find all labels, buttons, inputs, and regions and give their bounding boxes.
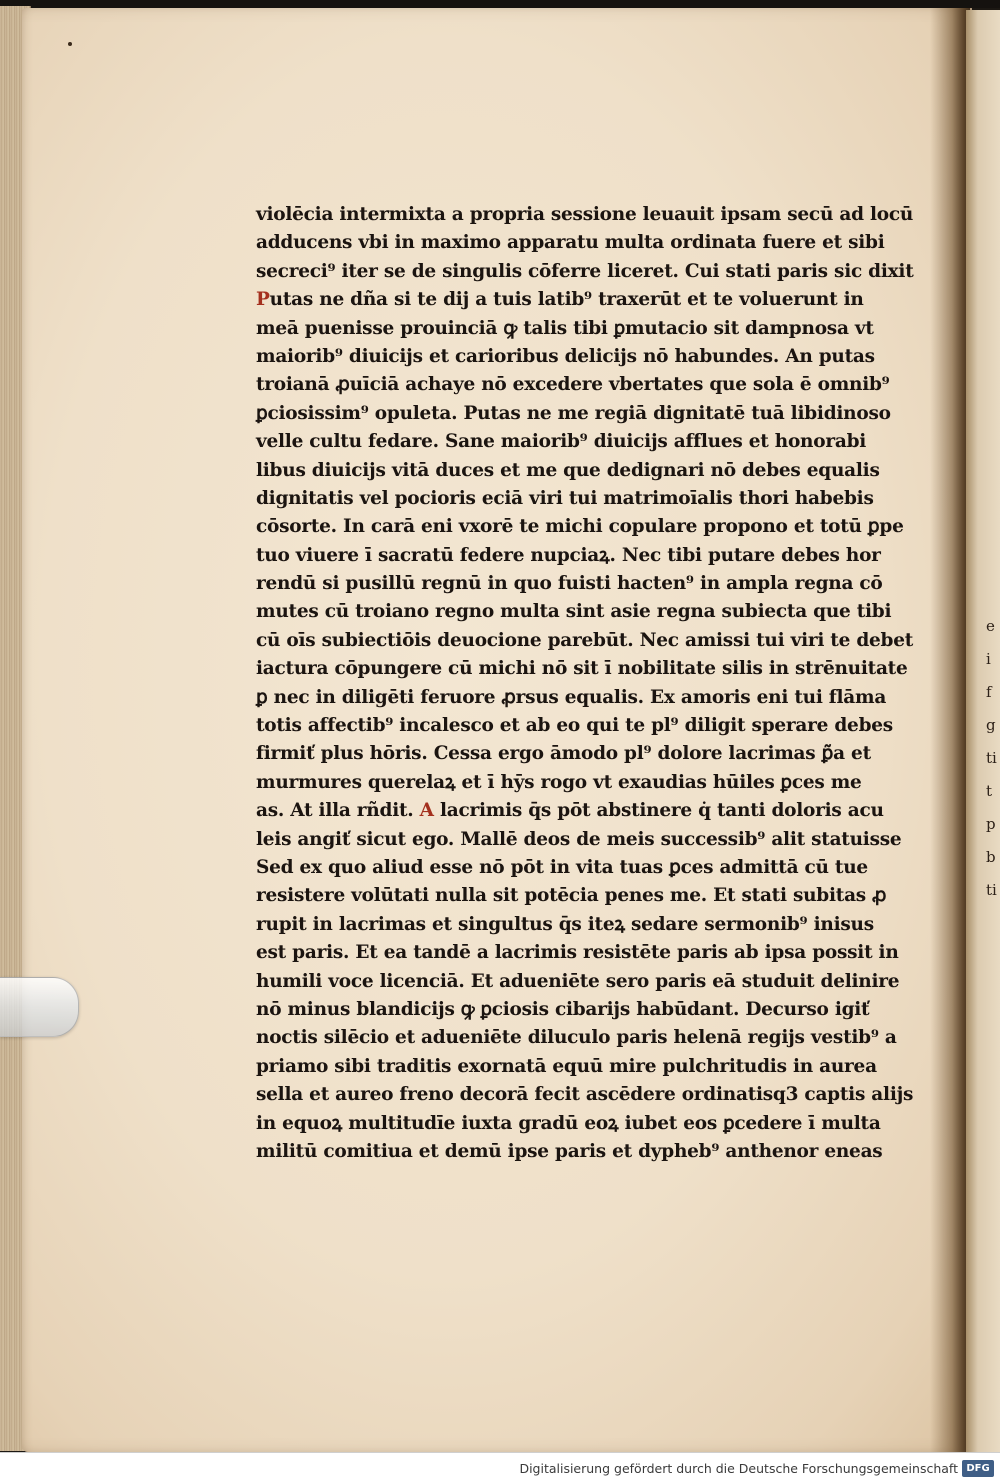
line-text: sella et aureo freno decorā fecit ascēdere ordinatisq3 captis alijs (256, 1084, 914, 1106)
facing-page-fragments (986, 610, 1000, 907)
text-line (256, 655, 908, 683)
text-line (256, 826, 902, 854)
line-text: humili voce licenciā. Et adueniēte sero paris eā studuit delinire (256, 970, 900, 992)
facing-page-letter: i (986, 650, 991, 668)
line-text: totis affectib⁹ incalesco et ab eo qui te pl⁹ diligit sperare debes (256, 715, 893, 737)
facing-page-letter: g (986, 716, 996, 734)
line-text: resistere volūtati nulla sit potēcia penes me. Et stati subitas ꝓ (256, 885, 887, 907)
text-line (256, 1053, 882, 1081)
dfg-logo: DFG (962, 1460, 994, 1477)
line-text: in equoꝝ multitudīe iuxta gradū eoꝝ iubet eos ꝑcedere ī multa (256, 1112, 881, 1134)
line-text: mutes cū troiano regno multa sint asie regna subiecta que tibi (256, 601, 892, 623)
text-line (256, 911, 882, 939)
line-text: maiorib⁹ diuicijs et carioribus delicijs nō habundes. An putas (256, 345, 875, 367)
line-text: secreci⁹ iter se de singulis cōferre liceret. Cui stati paris sic dixit (256, 260, 914, 282)
line-text: cū oīs subiectiōis deuocione parebūt. Nec amissi tui viri te debet (256, 629, 914, 651)
text-line (256, 1138, 882, 1166)
text-line (256, 797, 882, 825)
line-text: leis angiť sicut ego. Mallē deos de meis successib⁹ alit statuisse (256, 828, 902, 850)
line-text: dignitatis vel pocioris eciā viri tui matrimoīalis thori habebis (256, 487, 874, 509)
page-dot-mark (68, 42, 72, 46)
line-text: violēcia intermixta a propria sessione leuauit ipsam secū ad locū (256, 204, 914, 225)
line-text: militū comitiua et demū ipse paris et dypheb⁹ anthenor eneas (256, 1140, 883, 1162)
footer-bar (0, 1452, 1000, 1484)
text-line (256, 1110, 882, 1138)
line-text: noctis silēcio et adueniēte diluculo paris helenā regijs vestib⁹ a (256, 1027, 897, 1049)
line-text: troianā ꝓuīciā achaye nō excedere vbertates que sola ē omnib⁹ (256, 374, 890, 396)
top-edge (0, 0, 1000, 8)
facing-page-letter: p (986, 815, 996, 833)
line-text: rendū si pusillū regnū in quo fuisti hacten⁹ in ampla regna cō (256, 573, 883, 595)
text-line (256, 428, 882, 456)
text-line (256, 457, 882, 485)
text-line (256, 201, 914, 229)
text-line (256, 400, 891, 428)
line-text: cōsorte. In carā eni vxorē te michi copulare propono et totū ꝑpe (256, 516, 904, 538)
text-line (256, 343, 882, 371)
text-line (256, 315, 882, 343)
rubricated-initial: A (419, 800, 434, 822)
line-text: iactura cōpungere cū michi nō sit ī nobilitate silis in strēnuitate (256, 658, 908, 680)
text-line (256, 684, 887, 712)
facing-page-letter: f (986, 683, 992, 701)
line-text: tuo viuere ī sacratū federe nupciaꝝ. Nec tibi putare debes hor (256, 544, 881, 566)
text-line (256, 996, 882, 1024)
text-line (256, 769, 882, 797)
text-line (256, 542, 882, 570)
text-line (256, 1081, 914, 1109)
text-line (256, 485, 882, 513)
line-text: firmiť plus hōris. Cessa ergo āmodo pl⁹ dolore lacrimas ꝑ͂a et (256, 743, 871, 765)
text-line (256, 1024, 897, 1052)
line-text: utas ne dña si te dij a tuis latib⁹ traxerūt et te voluerunt in (269, 289, 864, 311)
line-text: ꝑciosissim⁹ opuleta. Putas ne me regiā dignitatē tuā libidinoso (256, 402, 891, 424)
text-line (256, 286, 882, 314)
manuscript-text-block (256, 201, 914, 1166)
facing-page-letter: ti (986, 881, 997, 899)
text-line (256, 854, 882, 882)
text-line (256, 598, 892, 626)
line-text: as. At illa rñdit. (256, 800, 420, 822)
rubricated-initial: P (256, 289, 270, 311)
text-line (256, 258, 914, 286)
footer-credit: Digitalisierung gefördert durch die Deutsche Forschungsgemeinschaft (519, 1461, 958, 1476)
line-text: lacrimis q̄s pōt abstinere q̇ tanti doloris acu (433, 800, 884, 822)
line-text: velle cultu fedare. Sane maiorib⁹ diuicijs afflues et honorabi (256, 431, 867, 453)
facing-page-letter: e (986, 617, 995, 635)
line-text: meā puenisse prouinciā ꝙ talis tibi ꝑmutacio sit dampnosa vt (256, 317, 874, 339)
text-line (256, 968, 900, 996)
facing-page-letter: ti (986, 749, 997, 767)
line-text: murmures querelaꝝ et ī hȳs rogo vt exaudias hūiles ꝑces me (256, 771, 862, 793)
line-text: adducens vbi in maximo apparatu multa ordinata fuere et sibi (256, 232, 885, 254)
facing-page-letter: b (986, 848, 996, 866)
line-text: rupit in lacrimas et singultus q̄s iteꝝ sedare sermonib⁹ inisus (256, 913, 874, 935)
text-line (256, 627, 914, 655)
text-line (256, 740, 882, 768)
binding-gutter (930, 8, 970, 1452)
text-line (256, 371, 890, 399)
line-text: ꝑ nec in diligēti feruore ꝓrsus equalis. Ex amoris eni tui flāma (256, 686, 887, 708)
facing-page-letter: t (986, 782, 993, 800)
text-line (256, 570, 882, 598)
line-text: nō minus blandicijs ꝙ ꝑciosis cibarijs habūdant. Decurso igiť (256, 998, 870, 1020)
text-line (256, 882, 887, 910)
line-text: Sed ex quo aliud esse nō pōt in vita tuas ꝑces admittā cū tue (256, 856, 868, 878)
text-line (256, 939, 899, 967)
line-text: priamo sibi traditis exornatā equū mire pulchritudis in aurea (256, 1055, 877, 1077)
line-text: est paris. Et ea tandē a lacrimis resistēte paris ab ipsa possit in (256, 942, 899, 964)
page-marker-tab[interactable] (0, 977, 79, 1037)
text-line (256, 712, 893, 740)
text-line (256, 513, 904, 541)
line-text: libus diuicijs vitā duces et me que dedignari nō debes equalis (256, 459, 880, 481)
text-line (256, 229, 885, 257)
